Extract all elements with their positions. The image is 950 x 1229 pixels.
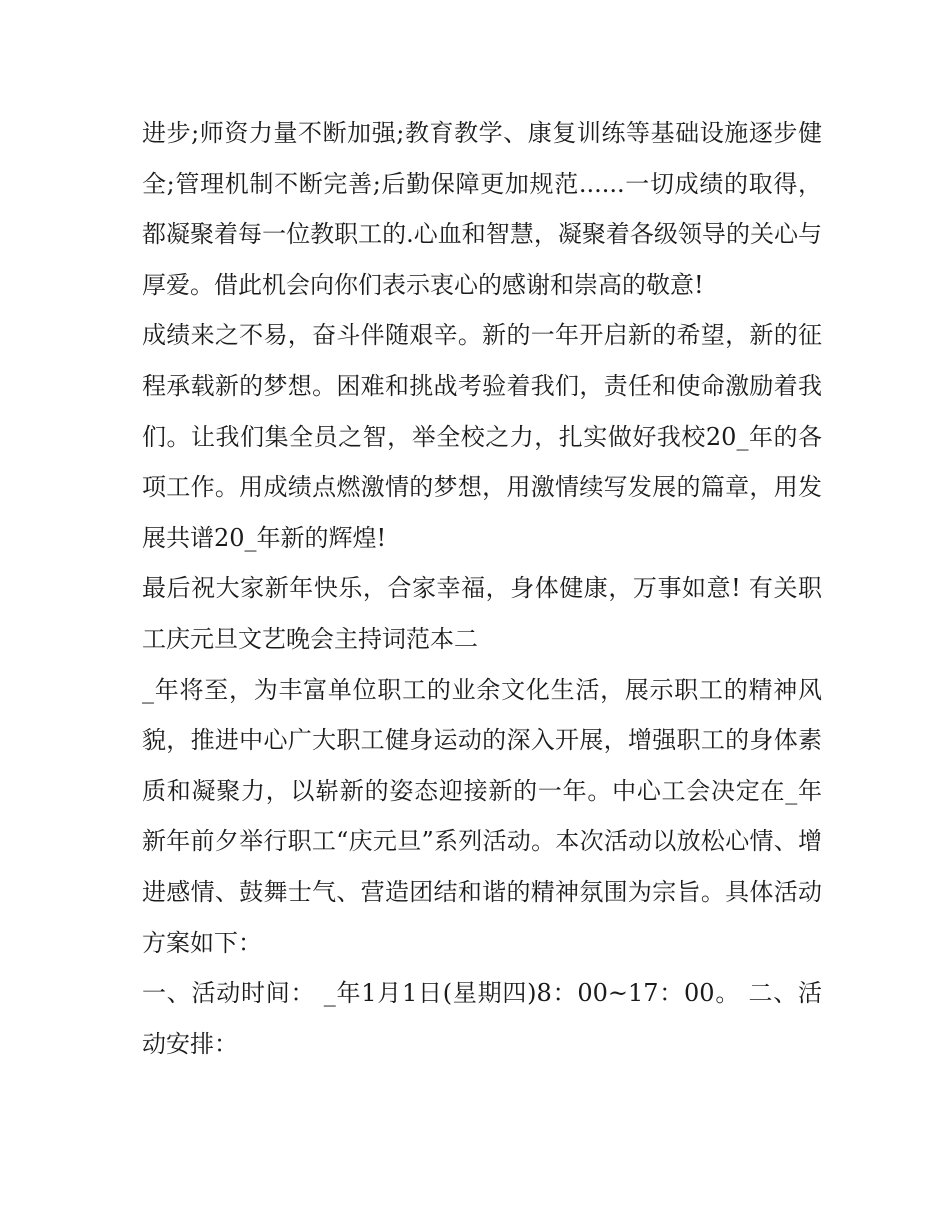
- paragraph-2: 成绩来之不易，奋斗伴随艰辛。新的一年开启新的希望，新的征程承载新的梦想。困难和挑战考验着我们，责任和使命激励着我们。让我们集全员之智，举全校之力，扎实做好我校20_年的各项工作。用成绩点燃激情的梦想，用激情续写发展的篇章，用发展共谱20_年新的辉煌!: [142, 321, 822, 552]
- paragraph-5: 一、活动时间： _年1月1日(星期四)8：00~17：00。 二、活动安排：: [142, 979, 822, 1058]
- document-body: [142, 108, 822, 1069]
- paragraph-1: 进步;师资力量不断加强;教育教学、康复训练等基础设施逐步健全;管理机制不断完善;后勤保障更加规范......一切成绩的取得，都凝聚着每一位教职工的.心血和智慧，凝聚着各级领导的关心与厚爱。借此机会向你们表示衷心的感谢和崇高的敬意!: [142, 119, 822, 299]
- paragraph-4: _年将至，为丰富单位职工的业余文化生活，展示职工的精神风貌，推进中心广大职工健身运动的深入开展，增强职工的身体素质和凝聚力，以崭新的姿态迎接新的一年。中心工会决定在_年新年前夕举行职工“庆元旦”系列活动。本次活动以放松心情、增进感情、鼓舞士气、营造团结和谐的精神氛围为宗旨。具体活动方案如下：: [142, 675, 822, 957]
- paragraph-3: 最后祝大家新年快乐，合家幸福，身体健康，万事如意! 有关职工庆元旦文艺晚会主持词范本二: [142, 574, 822, 653]
